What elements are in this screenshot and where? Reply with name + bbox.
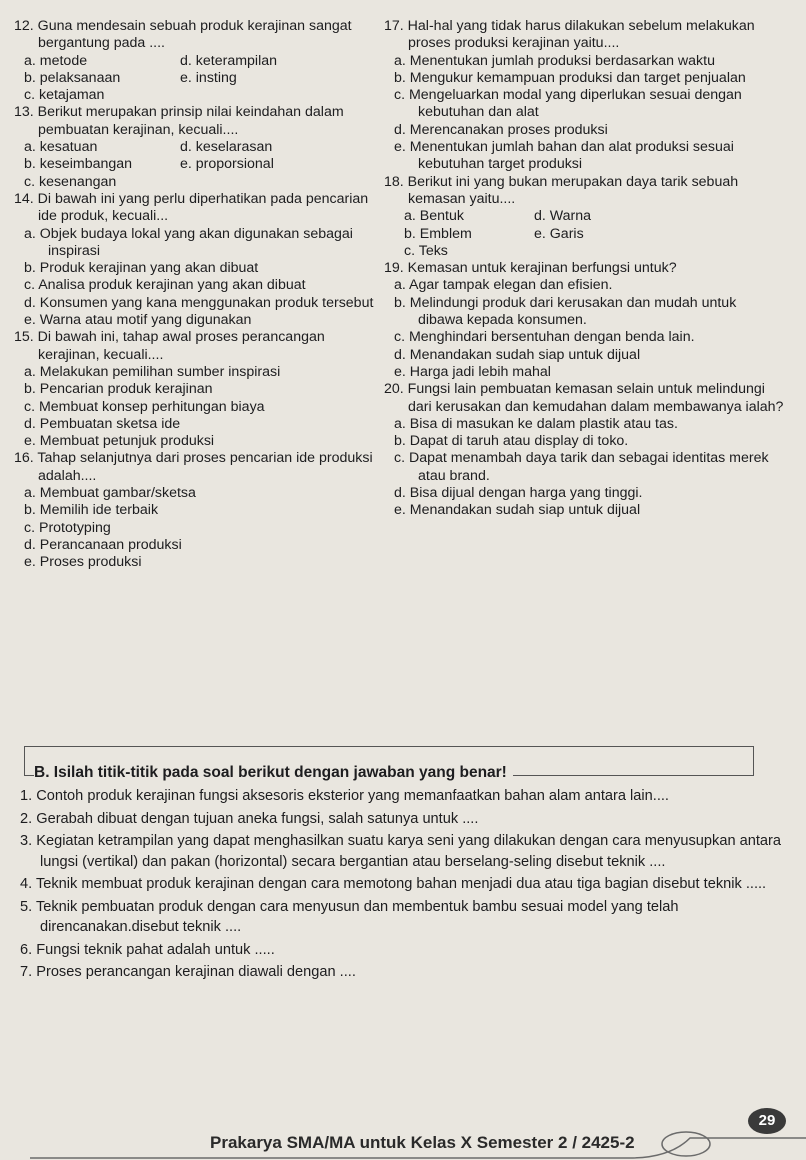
option: d. Menandakan sudah siap untuk dijual — [394, 346, 641, 363]
option: b. pelaksanaan — [24, 69, 121, 86]
question-text: 20. Fungsi lain pembuatan kemasan selain untuk melindungi dari kerusakan dan kemudahan dalam membawanya ialah? — [384, 381, 784, 415]
question-text: 15. Di bawah ini, tahap awal proses perancangan kerajinan, kecuali.... — [14, 329, 325, 363]
left-column — [14, 18, 376, 572]
option: e. Membuat petunjuk produksi — [24, 433, 215, 450]
essay-item: 5. Teknik pembuatan produk dengan cara menyusun dan membentuk bambu sesuai model yang telah direncanakan.disebut teknik .... — [20, 898, 679, 935]
question-12 — [14, 18, 376, 104]
option: c. Dapat menambah daya tarik dan sebagai identitas merek atau brand. — [394, 450, 769, 484]
page-number: 29 — [748, 1108, 786, 1134]
question-text: 12. Guna mendesain sebuah produk kerajinan sangat bergantung pada .... — [14, 18, 352, 52]
option: c. Analisa produk kerajinan yang akan dibuat — [24, 277, 306, 294]
question-20 — [384, 381, 784, 519]
footer-title: Prakarya SMA/MA untuk Kelas X Semester 2 / 2425-2 — [210, 1133, 635, 1152]
option: a. Menentukan jumlah produksi berdasarkan waktu — [394, 52, 715, 69]
question-17 — [384, 18, 784, 174]
option: e. Menentukan jumlah bahan dan alat produksi sesuai kebutuhan target produksi — [394, 139, 734, 173]
question-text: 17. Hal-hal yang tidak harus dilakukan sebelum melakukan proses produksi kerajinan yaitu.... — [384, 18, 755, 52]
option: b. Mengukur kemampuan produksi dan target penjualan — [394, 69, 746, 86]
question-14 — [14, 191, 376, 329]
question-13 — [14, 104, 376, 190]
question-text: 14. Di bawah ini yang perlu diperhatikan pada pencarian ide produk, kecuali... — [14, 190, 369, 225]
option: a. Bentuk — [404, 208, 464, 225]
option: d. Pembuatan sketsa ide — [24, 415, 181, 432]
question-18 — [384, 174, 784, 260]
essay-list — [14, 786, 784, 985]
option: e. Warna atau motif yang digunakan — [24, 312, 252, 329]
option: c. Teks — [404, 242, 448, 259]
option: c. kesenangan — [24, 173, 117, 190]
option: b. Pencarian produk kerajinan — [24, 381, 213, 398]
question-19 — [384, 260, 784, 381]
option: d. Bisa dijual dengan harga yang tinggi. — [394, 485, 643, 502]
option: e. Proses produksi — [24, 554, 142, 571]
option: b. Memilih ide terbaik — [24, 502, 159, 519]
option: c. Mengeluarkan modal yang diperlukan sesuai dengan kebutuhan dan alat — [394, 87, 742, 121]
option: a. kesatuan — [24, 139, 98, 156]
option: d. Warna — [534, 208, 592, 225]
option: b. keseimbangan — [24, 156, 133, 173]
option: d. keterampilan — [180, 52, 277, 69]
option: d. Konsumen yang kana menggunakan produk tersebut — [24, 294, 374, 311]
option: a. Membuat gambar/sketsa — [24, 485, 196, 502]
option: c. Prototyping — [24, 519, 111, 536]
option: d. keselarasan — [180, 139, 273, 156]
essay-item: 6. Fungsi teknik pahat adalah untuk ..... — [20, 941, 275, 958]
option: a. Objek budaya lokal yang akan digunakan sebagai inspirasi — [24, 225, 353, 259]
option: e. proporsional — [180, 156, 274, 173]
option: e. Menandakan sudah siap untuk dijual — [394, 502, 641, 519]
question-15 — [14, 329, 376, 450]
option: a. Melakukan pemilihan sumber inspirasi — [24, 363, 281, 380]
essay-item: 3. Kegiatan ketrampilan yang dapat menghasilkan suatu karya seni yang dilakukan dengan cara menyusupkan antara lungsi (vertikal) dan pakan (horizontal) secara bergantian atau berselang-seling disebut teknik .... — [20, 833, 781, 870]
option: b. Melindungi produk dari kerusakan dan mudah untuk dibawa kepada konsumen. — [394, 294, 737, 329]
option: e. Garis — [534, 225, 584, 242]
essay-item: 1. Contoh produk kerajinan fungsi aksesoris eksterior yang memanfaatkan bahan alam antara lain.... — [20, 788, 669, 804]
section-b-title: B. Isilah titik-titik pada soal berikut dengan jawaban yang benar! — [34, 764, 513, 782]
question-text: 16. Tahap selanjutnya dari proses pencarian ide produksi adalah.... — [14, 450, 373, 484]
option: c. Menghindari bersentuhan dengan benda lain. — [394, 329, 695, 346]
option: c. Membuat konsep perhitungan biaya — [24, 398, 265, 415]
essay-item: 7. Proses perancangan kerajinan diawali dengan .... — [20, 964, 356, 980]
right-column — [384, 18, 784, 520]
option: a. Agar tampak elegan dan efisien. — [394, 277, 613, 294]
question-text: 18. Berikut ini yang bukan merupakan daya tarik sebuah kemasan yaitu.... — [384, 173, 739, 207]
option: b. Produk kerajinan yang akan dibuat — [24, 260, 259, 277]
option: e. insting — [180, 69, 237, 86]
option: c. ketajaman — [24, 87, 105, 104]
question-16 — [14, 450, 376, 571]
option: a. Bisa di masukan ke dalam plastik atau tas. — [394, 415, 678, 432]
question-text: 19. Kemasan untuk kerajinan berfungsi untuk? — [384, 260, 677, 277]
option: a. metode — [24, 52, 88, 69]
option: d. Perancanaan produksi — [24, 536, 182, 553]
option: e. Harga jadi lebih mahal — [394, 363, 551, 380]
option: d. Merencanakan proses produksi — [394, 121, 608, 138]
essay-item: 2. Gerabah dibuat dengan tujuan aneka fungsi, salah satunya untuk .... — [20, 810, 479, 827]
question-text: 13. Berikut merupakan prinsip nilai keindahan dalam pembuatan kerajinan, kecuali.... — [14, 104, 344, 138]
option: b. Emblem — [404, 225, 472, 242]
option: b. Dapat di taruh atau display di toko. — [394, 433, 629, 450]
essay-item: 4. Teknik membuat produk kerajinan dengan cara memotong bahan menjadi dua atau tiga bagian disebut teknik ..... — [20, 876, 767, 892]
